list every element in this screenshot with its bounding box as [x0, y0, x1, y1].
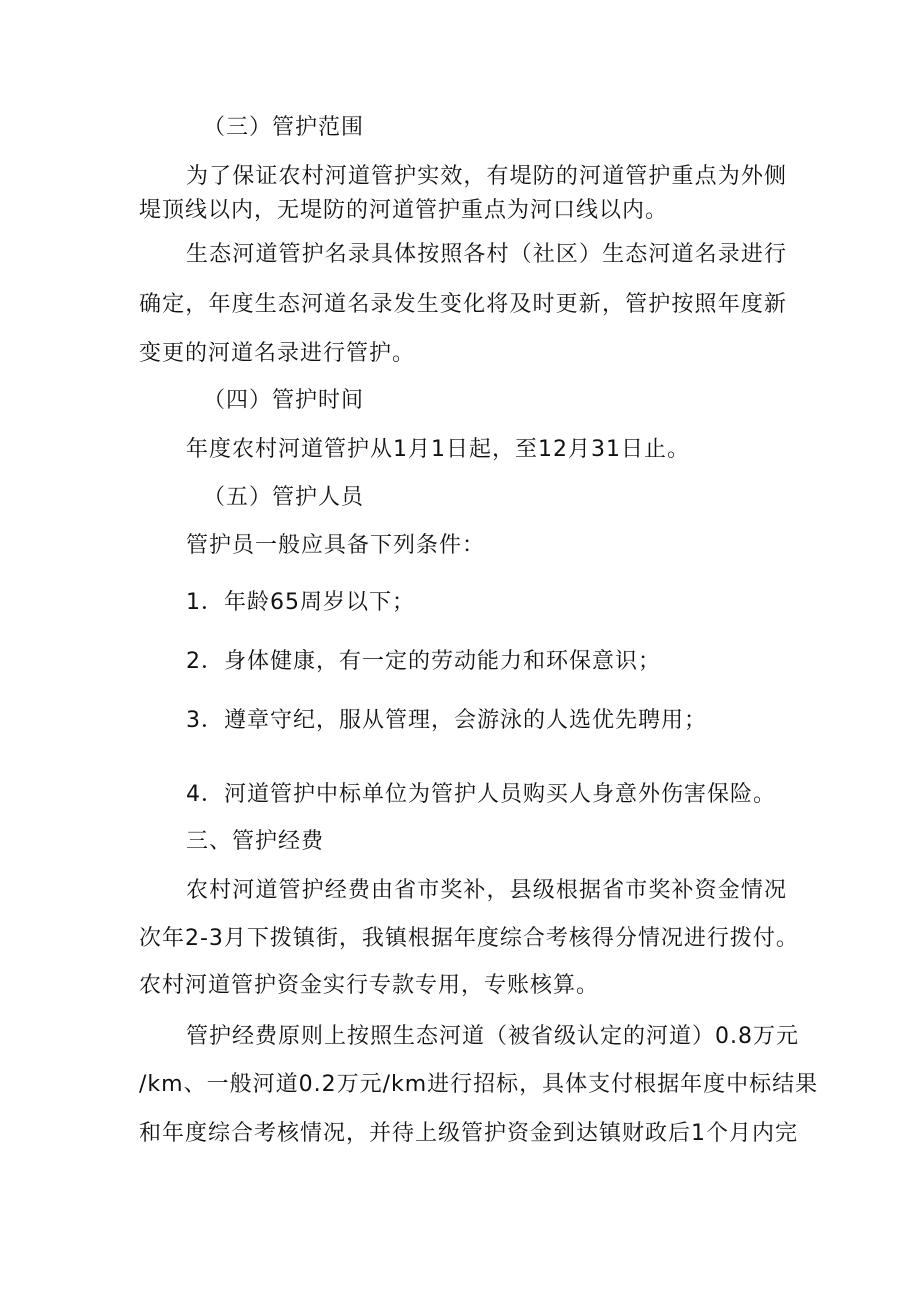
paragraph-line: 年度农村河道管护从1月1日起，至12月31日止。	[186, 437, 690, 462]
paragraph-line: 管护员一般应具备下列条件：	[186, 533, 486, 558]
paragraph-line: 次年2-3月下拨镇街，我镇根据年度综合考核得分情况进行拨付。	[139, 926, 799, 951]
paragraph-line: 确定，年度生态河道名录发生变化将及时更新，管护按照年度新	[139, 292, 787, 317]
paragraph-line: 农村河道管护经费由省市奖补，县级根据省市奖补资金情况	[186, 878, 787, 903]
paragraph-line: 管护经费原则上按照生态河道（被省级认定的河道）0.8万元	[186, 1024, 799, 1049]
list-item: 2．身体健康，有一定的劳动能力和环保意识；	[186, 649, 661, 674]
paragraph-line: 农村河道管护资金实行专款专用，专账核算。	[139, 973, 600, 998]
paragraph-line: /km、一般河道0.2万元/km进行招标，具体支付根据年度中标结果	[139, 1072, 819, 1097]
paragraph-line: 生态河道管护名录具体按照各村（社区）生态河道名录进行	[186, 242, 787, 267]
paragraph-line: 变更的河道名录进行管护。	[139, 341, 416, 366]
list-item: 4．河道管护中标单位为管护人员购买人身意外伤害保险。	[186, 782, 776, 807]
list-item: 3．遵章守纪，服从管理，会游泳的人选优先聘用；	[186, 708, 707, 733]
section-heading: 三、管护经费	[186, 829, 325, 854]
paragraph-line: 和年度综合考核情况，并待上级管护资金到达镇财政后1个月内完	[139, 1121, 798, 1146]
section-heading: （三）管护范围	[203, 115, 365, 140]
paragraph-line: 为了保证农村河道管护实效，有堤防的河道管护重点为外侧	[186, 164, 787, 189]
list-item: 1．年龄65周岁以下；	[186, 590, 415, 615]
section-heading: （五）管护人员	[203, 485, 365, 510]
section-heading: （四）管护时间	[203, 388, 365, 413]
paragraph-line: 堤顶线以内，无堤防的河道管护重点为河口线以内。	[139, 198, 669, 223]
